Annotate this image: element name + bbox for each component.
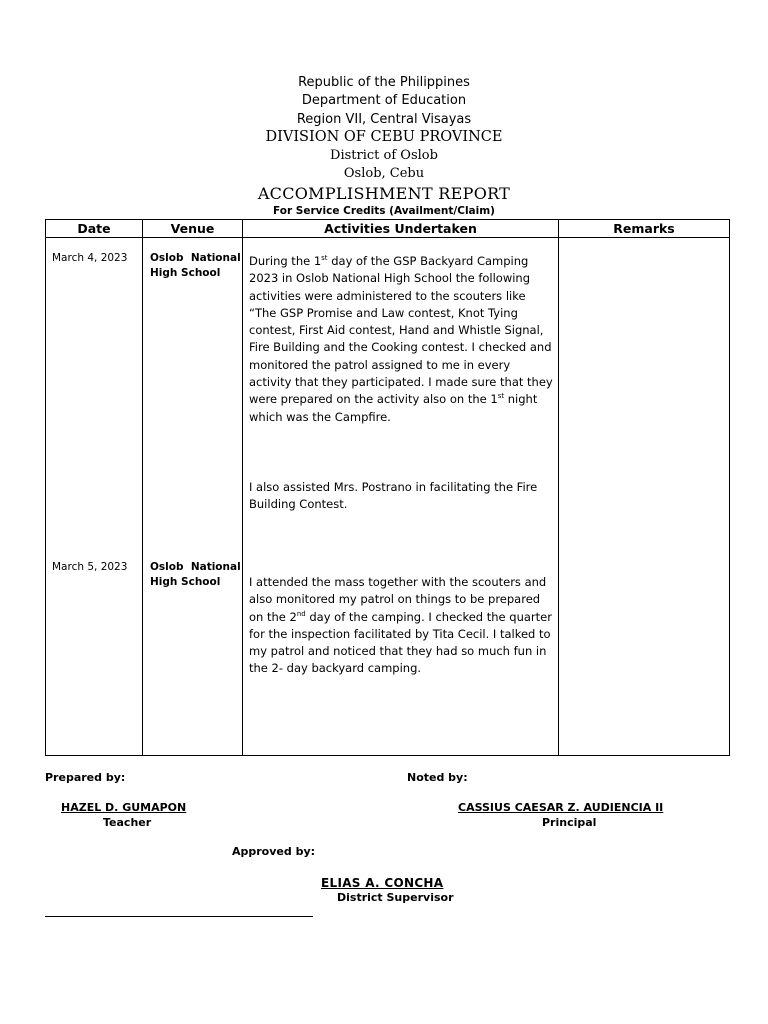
header-division: DIVISION OF CEBU PROVINCE (265, 129, 503, 145)
header-district: District of Oslob (330, 148, 438, 163)
report-title: ACCOMPLISHMENT REPORT (257, 184, 511, 203)
entry-venue-1-line2: High School (150, 267, 221, 279)
noted-by-name: CASSIUS CAESAR Z. AUDIENCIA II (458, 801, 664, 814)
text-segment: day of the GSP Backyard Camping 2023 in Oslob National High School the following activities were administered to the scouters like “The GSP Promise and Law contest, Knot Tying contest, First Aid contest, Hand and Whistle Signal, Fire Building and the Cooking contest. I checked and monitored the patrol assigned to me in every activity that they participated. I made sure that they were prepared on the activity also on the 1 (249, 254, 553, 407)
column-header-activities: Activities Undertaken (243, 220, 559, 238)
accomplishment-table (45, 219, 730, 756)
header-municipality: Oslob, Cebu (343, 166, 425, 181)
header-region: Region VII, Central Visayas (296, 112, 472, 127)
column-header-venue: Venue (143, 220, 243, 238)
report-subtitle: For Service Credits (Availment/Claim) (273, 205, 495, 217)
approved-by-title: District Supervisor (337, 891, 454, 904)
text-segment: I attended the mass together with the scouters and also monitored my patrol on things to be prepared on the 2 (249, 575, 547, 624)
entry-venue-2-line2: High School (150, 576, 221, 588)
ordinal-superscript: nd (296, 609, 306, 618)
table-body-row (46, 238, 730, 756)
date-column (46, 238, 143, 756)
ordinal-superscript: st (321, 254, 328, 263)
header-department: Department of Education (301, 93, 467, 108)
ordinal-superscript: st (497, 392, 505, 401)
entry-activity-1-paragraph-1 (249, 253, 554, 426)
entry-activity-1-paragraph-2: I also assisted Mrs. Postrano in facilitating the Fire Building Contest. (249, 480, 538, 512)
entry-date-1: March 4, 2023 (52, 252, 128, 264)
entry-venue-2-line1: Oslob National (150, 561, 241, 573)
text-segment: night which was the Campfire. (249, 392, 538, 424)
table-header-row (46, 220, 730, 238)
signature-line (45, 916, 313, 917)
remarks-column (559, 238, 730, 756)
prepared-by-name: HAZEL D. GUMAPON (61, 801, 187, 814)
text-segment: day of the camping. I checked the quarter for the inspection facilitated by Tita Cecil. I talked to my patrol and noticed that they had so much fun in the 2- day backyard camping. (249, 609, 552, 676)
entry-date-2: March 5, 2023 (52, 561, 128, 573)
entry-venue-1-line1: Oslob National (150, 252, 241, 264)
text-segment: During the 1 (249, 254, 322, 268)
prepared-by-title: Teacher (103, 816, 152, 829)
venue-column (143, 238, 243, 756)
approved-by-label: Approved by: (232, 845, 316, 858)
prepared-by-label: Prepared by: (45, 771, 126, 784)
activities-column (243, 238, 559, 756)
column-header-date: Date (46, 220, 143, 238)
header-republic: Republic of the Philippines (298, 75, 470, 90)
column-header-remarks: Remarks (559, 220, 730, 238)
noted-by-label: Noted by: (407, 771, 468, 784)
approved-by-name: ELIAS A. CONCHA (321, 876, 444, 890)
entry-activity-2-paragraph-1 (249, 574, 554, 678)
noted-by-title: Principal (542, 816, 597, 829)
